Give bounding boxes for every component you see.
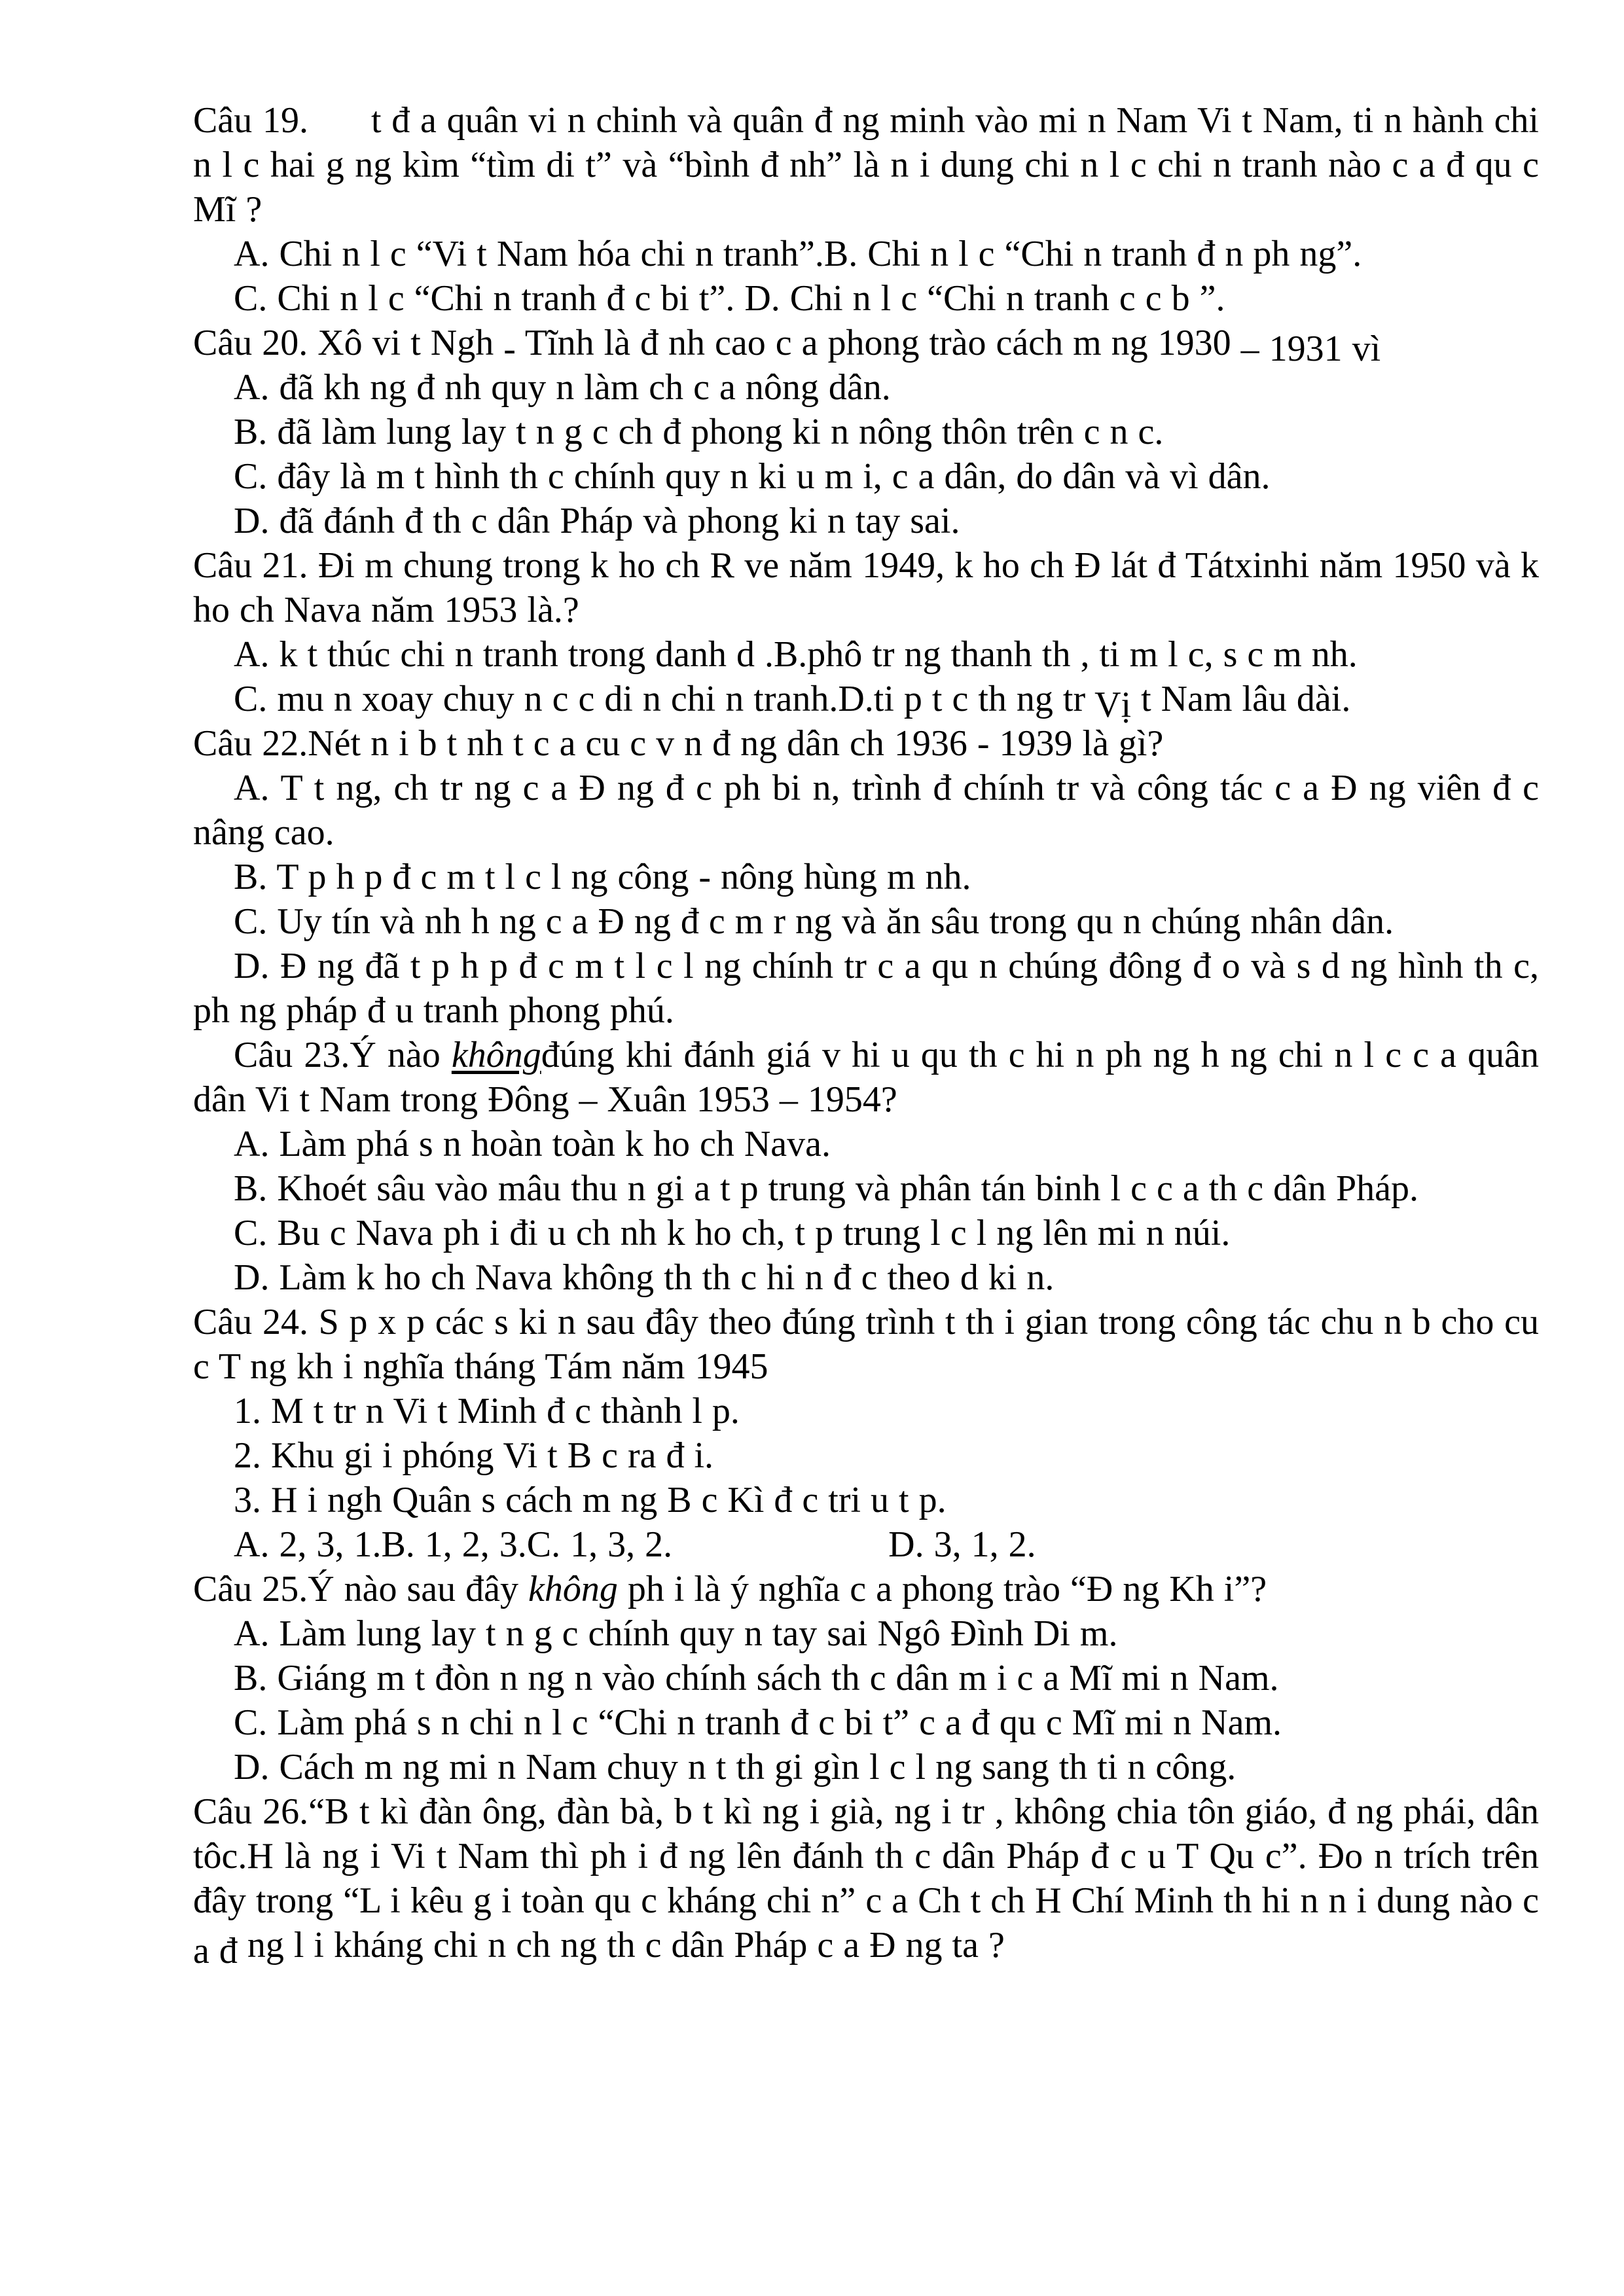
text-segment: B. T p h p đ c m t l c l ng công - nông hùng m nh. xyxy=(234,857,971,897)
text-segment: a đ xyxy=(193,1930,238,1971)
text-segment: C. Làm phá s n chi n l c “Chi n tranh đ c bi t” c a đ qu c Mĩ mi n Nam. xyxy=(234,1702,1282,1743)
option-paragraph xyxy=(193,1122,1539,1166)
text-segment: Câu 20. Xô vi t Ngh xyxy=(193,323,504,363)
question-paragraph xyxy=(193,1033,1539,1122)
option-paragraph xyxy=(193,1745,1539,1789)
document-body xyxy=(193,98,1539,1971)
text-segment: ng l i kháng chi n ch ng th c dân Pháp c a Đ ng ta ? xyxy=(237,1925,1005,1965)
text-segment: đúng khi đánh giá v hi u qu th c hi n ph ng h ng chi n l c c a quân dân Vi t Nam trong Đông – Xuân 1953 – 1954? xyxy=(193,1035,1539,1120)
text-segment: không xyxy=(528,1569,618,1609)
option-paragraph xyxy=(193,365,1539,410)
text-segment: không xyxy=(451,1035,541,1075)
text-segment: 2. Khu gi i phóng Vi t B c ra đ i. xyxy=(234,1435,714,1476)
option-paragraph xyxy=(193,632,1539,677)
option-paragraph xyxy=(193,899,1539,944)
text-segment: Câu 23.Ý nào xyxy=(234,1035,452,1075)
text-segment: - xyxy=(503,328,516,369)
text-segment: C. mu n xoay chuy n c c di n chi n tranh.D.ti p t c th ng tr xyxy=(234,679,1095,719)
option-paragraph xyxy=(193,766,1539,855)
text-segment: – 1931 vì xyxy=(1240,328,1381,369)
text-segment: ph i là ý nghĩa c a phong trào “Đ ng Kh i”? xyxy=(617,1569,1267,1609)
text-segment: C. Uy tín và nh h ng c a Đ ng đ c m r ng và ăn sâu trong qu n chúng nhân dân. xyxy=(234,901,1394,942)
text-segment: B. đã làm lung lay t n g c ch đ phong ki n nông thôn trên c n c. xyxy=(234,412,1164,452)
option-paragraph xyxy=(193,1211,1539,1255)
text-segment: A. Chi n l c “Vi t Nam hóa chi n tranh”.B. Chi n l c “Chi n tranh đ n ph ng”. xyxy=(234,234,1362,274)
option-paragraph xyxy=(193,1656,1539,1700)
option-paragraph xyxy=(193,1700,1539,1745)
option-paragraph xyxy=(193,677,1539,725)
text-segment: B. Giáng m t đòn n ng n vào chính sách th c dân m i c a Mĩ mi n Nam. xyxy=(234,1658,1279,1698)
list-item-paragraph xyxy=(193,1478,1539,1522)
option-paragraph xyxy=(193,1166,1539,1211)
text-segment: C. Bu c Nava ph i đi u ch nh k ho ch, t p trung l c l ng lên mi n núi. xyxy=(234,1213,1231,1253)
option-paragraph xyxy=(193,1522,1539,1567)
question-paragraph xyxy=(193,543,1539,632)
text-segment: Tĩnh là đ nh cao c a phong trào cách m ng 1930 xyxy=(515,323,1241,363)
question-paragraph xyxy=(193,321,1539,369)
text-segment: A. Làm lung lay t n g c chính quy n tay sai Ngô Đình Di m. xyxy=(234,1613,1118,1654)
text-segment: A. T t ng, ch tr ng c a Đ ng đ c ph bi n, trình đ chính tr và công tác c a Đ ng viên đ c nâng cao. xyxy=(193,768,1539,853)
option-paragraph xyxy=(193,454,1539,499)
option-paragraph xyxy=(193,855,1539,899)
option-paragraph xyxy=(193,1611,1539,1656)
question-paragraph xyxy=(193,1300,1539,1389)
text-segment: D. Đ ng đã t p h p đ c m t l c l ng chính tr c a qu n chúng đông đ o và s d ng hình th c, ph ng pháp đ u tranh phong phú. xyxy=(193,946,1539,1031)
text-segment: t đ a quân vi n chinh và quân đ ng minh vào mi n Nam Vi t Nam, ti n hành chi n l c hai g ng kìm “tìm di t” và “bình đ nh” là n i dung chi n l c chi n tranh nào c a đ qu c Mĩ ? xyxy=(193,100,1539,230)
text-segment: Câu 24. S p x p các s ki n sau đây theo đúng trình t th i gian trong công tác chu n b cho cu c T ng kh i nghĩa tháng Tám năm 1945 xyxy=(193,1302,1539,1387)
question-paragraph xyxy=(193,98,1539,232)
text-segment: Câu 22.Nét n i b t nh t c a cu c v n đ ng dân ch 1936 - 1939 là gì? xyxy=(193,723,1164,764)
question-paragraph xyxy=(193,1789,1539,1971)
text-segment: 3. H i ngh Quân s cách m ng B c Kì đ c tri u t p. xyxy=(234,1480,947,1520)
text-segment: D. Cách m ng mi n Nam chuy n t th gi gìn l c l ng sang th ti n công. xyxy=(234,1747,1236,1787)
text-segment: Vị xyxy=(1094,684,1132,725)
text-segment: C. đây là m t hình th c chính quy n ki u m i, c a dân, do dân và vì dân. xyxy=(234,456,1271,497)
question-paragraph xyxy=(193,1567,1539,1611)
option-paragraph xyxy=(193,410,1539,454)
option-paragraph xyxy=(193,1255,1539,1300)
text-segment: Câu 25.Ý nào sau đây xyxy=(193,1569,529,1609)
text-segment: D. Làm k ho ch Nava không th th c hi n đ c theo d ki n. xyxy=(234,1257,1055,1298)
option-paragraph xyxy=(193,499,1539,543)
text-segment: D. đã đánh đ th c dân Pháp và phong ki n tay sai. xyxy=(234,501,960,541)
text-segment: B. Khoét sâu vào mâu thu n gi a t p trung và phân tán binh l c c a th c dân Pháp. xyxy=(234,1168,1418,1209)
text-segment: Câu 19. xyxy=(193,100,308,141)
list-item-paragraph xyxy=(193,1433,1539,1478)
option-paragraph xyxy=(193,944,1539,1033)
text-segment: A. Làm phá s n hoàn toàn k ho ch Nava. xyxy=(234,1124,831,1164)
text-segment: 1. M t tr n Vi t Minh đ c thành l p. xyxy=(234,1391,740,1431)
text-segment: C. Chi n l c “Chi n tranh đ c bi t”. D. Chi n l c “Chi n tranh c c b ”. xyxy=(234,278,1225,319)
text-segment: A. đã kh ng đ nh quy n làm ch c a nông dân. xyxy=(234,367,891,408)
text-segment: Câu 26.“B t kì đàn ông, đàn bà, b t kì ng i già, ng i tr , không chia tôn giáo, đ ng phái, dân tôc.H là ng i Vi t Nam thì ph i đ ng lên đánh th c dân Pháp đ c u T Qu c”. Đo n trích trên đây trong “L i kêu g i toàn qu c kháng chi n” c a Ch t ch H Chí Minh th hi n n i dung nào c xyxy=(193,1791,1539,1921)
option-paragraph xyxy=(193,232,1539,276)
list-item-paragraph xyxy=(193,1389,1539,1433)
text-segment: D. 3, 1, 2. xyxy=(888,1524,1036,1565)
text-segment: A. k t thúc chi n tranh trong danh d .B.phô tr ng thanh th , ti m l c, s c m nh. xyxy=(234,634,1358,675)
question-paragraph xyxy=(193,721,1539,766)
text-segment: t Nam lâu dài. xyxy=(1131,679,1351,719)
option-paragraph xyxy=(193,276,1539,321)
text-segment: A. 2, 3, 1.B. 1, 2, 3.C. 1, 3, 2. xyxy=(234,1524,673,1565)
text-segment: Câu 21. Đi m chung trong k ho ch R ve năm 1949, k ho ch Đ lát đ Tátxinhi năm 1950 và k ho ch Nava năm 1953 là.? xyxy=(193,545,1539,630)
